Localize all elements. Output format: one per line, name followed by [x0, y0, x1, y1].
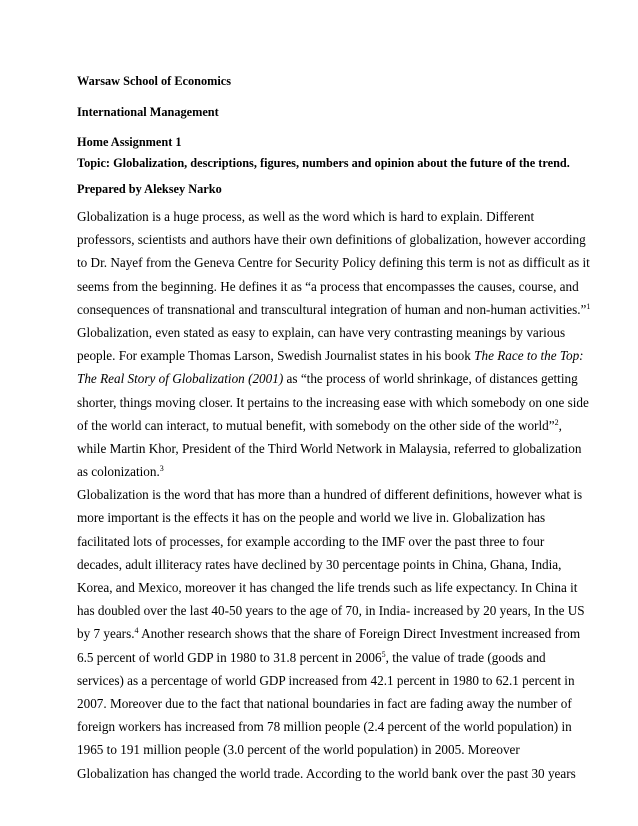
body-text — [77, 205, 591, 785]
text-span: , — [558, 417, 562, 433]
text-span: has doubled over the last 40-50 years to the age of 70, in India- increased by 20 years, In the US — [77, 603, 585, 619]
body-line — [77, 367, 578, 390]
course-name: International Management — [77, 105, 219, 119]
text-span: Globalization has changed the world trade. According to the world bank over the past 30 years — [77, 765, 576, 781]
text-span: , the value of trade (goods and — [385, 649, 546, 665]
author-line: Prepared by Aleksey Narko — [77, 182, 222, 196]
body-line — [77, 669, 575, 692]
text-span: of the world can interact, to mutual benefit, with somebody on the other side of the world” — [77, 417, 555, 433]
text-span: as colonization. — [77, 464, 160, 480]
text-span: seems from the beginning. He defines it as “a process that encompasses the causes, course, and — [77, 278, 579, 294]
body-line — [77, 715, 572, 738]
text-span: Globalization is a huge process, as well as the word which is hard to explain. Different — [77, 209, 535, 224]
body-line — [77, 228, 586, 251]
text-span: 6.5 percent of world GDP in 1980 to 31.8 percent in 2006 — [77, 649, 382, 665]
text-span: as “the process of world shrinkage, of distances getting — [283, 371, 578, 387]
footnote-marker: 3 — [159, 464, 164, 474]
body-line — [77, 437, 582, 460]
text-span: consequences of transnational and transcultural integration of human and non-human activities.” — [77, 301, 587, 317]
text-span: Korea, and Mexico, moreover it has changed the life trends such as life expectancy. In China it — [77, 580, 578, 595]
body-line — [77, 321, 569, 344]
body-line — [77, 344, 584, 367]
body-line — [77, 251, 590, 274]
text-span: 1965 to 191 million people (3.0 percent of the world population) in 2005. Moreover — [77, 742, 520, 758]
text-span: more important is the effects it has on the people and world we live in. Globalization has — [77, 510, 546, 526]
topic-line: Topic: Globalization, descriptions, figures, numbers and opinion about the future of the trend. — [77, 156, 570, 170]
text-span: Globalization is the word that has more than a hundred of different definitions, however what is — [77, 487, 583, 503]
body-line — [77, 692, 572, 715]
text-span: by 7 years. — [77, 626, 135, 642]
body-line — [77, 762, 576, 785]
body-line — [77, 414, 569, 437]
body-line — [77, 460, 569, 483]
text-span: while Martin Khor, President of the Third World Network in Malaysia, referred to globalization — [77, 440, 582, 456]
text-span: foreign workers has increased from 78 million people (2.4 percent of the world population) in — [77, 719, 572, 735]
body-line — [77, 553, 569, 576]
footnote-marker: 4 — [134, 626, 139, 636]
body-line — [77, 205, 569, 228]
text-span: services) as a percentage of world GDP increased from 42.1 percent in 1980 to 62.1 percent in — [77, 672, 575, 688]
text-span: Globalization, even stated as easy to explain, can have very contrasting meanings by various — [77, 324, 566, 340]
footnote-marker: 1 — [586, 301, 591, 311]
assignment-title: Home Assignment 1 — [77, 135, 182, 149]
body-line — [77, 298, 591, 321]
text-span: 2007. Moreover due to the fact that national boundaries in fact are fading away the number of — [77, 695, 572, 711]
text-span: professors, scientists and authors have their own definitions of globalization, however according — [77, 232, 586, 248]
body-line — [77, 646, 569, 669]
text-span: Another research shows that the share of Foreign Direct Investment increased from — [138, 626, 581, 642]
text-span: facilitated lots of processes, for example according to the IMF over the past three to four — [77, 533, 545, 549]
text-span: people. For example Thomas Larson, Swedish Journalist states in his book — [77, 348, 475, 364]
text-span: shorter, things moving closer. It pertains to the increasing ease with which somebody on one side — [77, 394, 589, 410]
body-line — [77, 622, 581, 645]
body-line — [77, 738, 569, 761]
body-line — [77, 576, 578, 599]
footnote-marker: 5 — [381, 649, 386, 659]
body-line — [77, 483, 583, 506]
footnote-marker: 2 — [554, 417, 559, 427]
body-line — [77, 506, 569, 529]
book-title-part-2: The Real Story of Globalization (2001) — [77, 371, 284, 387]
body-line — [77, 391, 589, 414]
book-title-part-1: The Race to the Top: — [474, 348, 584, 364]
body-line — [77, 530, 569, 553]
body-line — [77, 599, 585, 622]
school-name: Warsaw School of Economics — [77, 74, 232, 88]
body-line — [77, 275, 579, 298]
text-span: to Dr. Nayef from the Geneva Centre for Security Policy defining this term is not as difficult as it — [77, 255, 590, 271]
text-span: decades, adult illiteracy rates have declined by 30 percentage points in China, Ghana, India, — [77, 556, 562, 572]
